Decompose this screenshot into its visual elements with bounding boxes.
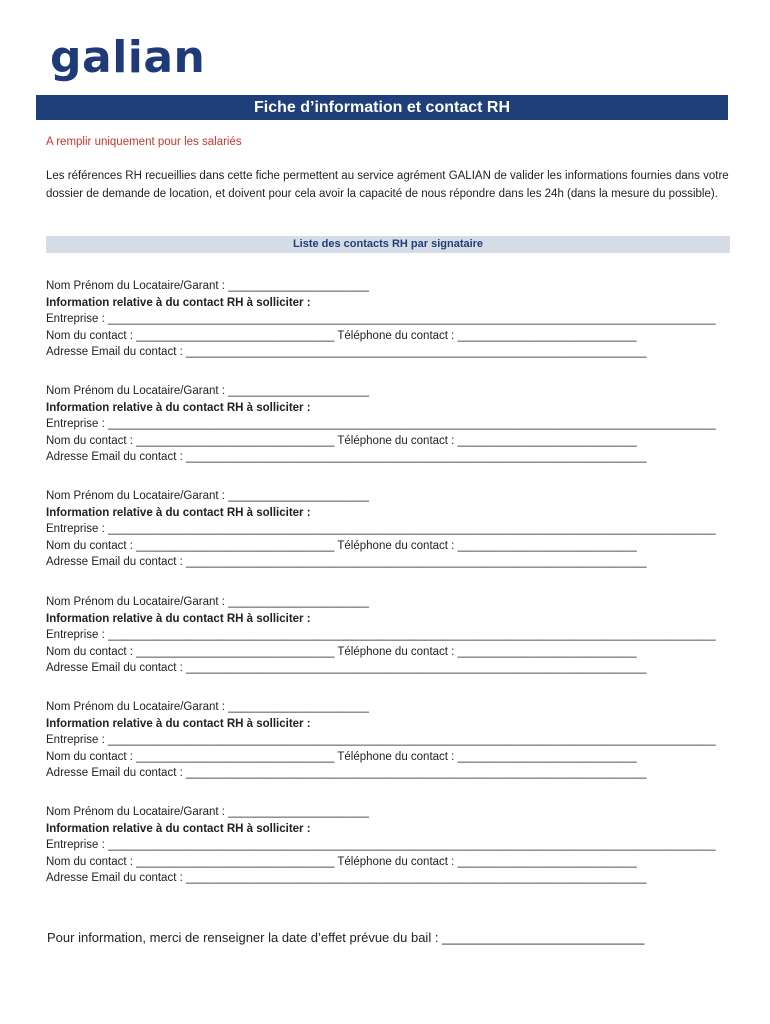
hr-contact-heading: Information relative à du contact RH à solliciter :: [46, 506, 311, 519]
contact-block: [46, 383, 746, 466]
company-field[interactable]: Entreprise : _______________________________________________________________________________________________: [46, 313, 716, 325]
company-field[interactable]: Entreprise : _______________________________________________________________________________________________: [46, 523, 716, 535]
contact-email-field[interactable]: Adresse Email du contact : ________________________________________________________________________: [46, 451, 647, 463]
contact-name-phone-field[interactable]: Nom du contact : _______________________________ Téléphone du contact : ____________________________: [46, 329, 637, 342]
lease-start-date-field[interactable]: Pour information, merci de renseigner la date d’effet prévue du bail : ____________________________: [47, 930, 645, 945]
hr-contact-heading: Information relative à du contact RH à solliciter :: [46, 296, 311, 309]
page-title: Fiche d’information et contact RH: [36, 95, 728, 120]
contact-email-field[interactable]: Adresse Email du contact : ________________________________________________________________________: [46, 346, 647, 358]
hr-contact-heading: Information relative à du contact RH à solliciter :: [46, 717, 311, 730]
contact-email-field[interactable]: Adresse Email du contact : ________________________________________________________________________: [46, 556, 647, 568]
contact-email-field[interactable]: Adresse Email du contact : ________________________________________________________________________: [46, 662, 647, 674]
contact-block: [46, 278, 746, 361]
intro-paragraph: Les références RH recueillies dans cette fiche permettent au service agrément GALIAN de valider les informations fournies dans votre dossier de demande de location, et doivent pour cela avoir la capacité de nous répondre dans les 24h (dans la mesure du possible).: [46, 170, 729, 200]
contact-block: [46, 488, 746, 571]
contact-name-phone-field[interactable]: Nom du contact : _______________________________ Téléphone du contact : ____________________________: [46, 855, 637, 868]
hr-contact-heading: Information relative à du contact RH à solliciter :: [46, 612, 311, 625]
tenant-name-field[interactable]: Nom Prénom du Locataire/Garant : ______________________: [46, 280, 369, 292]
contact-name-phone-field[interactable]: Nom du contact : _______________________________ Téléphone du contact : ____________________________: [46, 539, 637, 552]
salaries-only-notice: A remplir uniquement pour les salariés: [46, 136, 242, 148]
contact-block: [46, 699, 746, 782]
contact-name-phone-field[interactable]: Nom du contact : _______________________________ Téléphone du contact : ____________________________: [46, 645, 637, 658]
company-field[interactable]: Entreprise : _______________________________________________________________________________________________: [46, 734, 716, 746]
tenant-name-field[interactable]: Nom Prénom du Locataire/Garant : ______________________: [46, 701, 369, 713]
contact-email-field[interactable]: Adresse Email du contact : ________________________________________________________________________: [46, 767, 647, 779]
tenant-name-field[interactable]: Nom Prénom du Locataire/Garant : ______________________: [46, 385, 369, 397]
company-field[interactable]: Entreprise : _______________________________________________________________________________________________: [46, 629, 716, 641]
contact-email-field[interactable]: Adresse Email du contact : ________________________________________________________________________: [46, 872, 647, 884]
company-field[interactable]: Entreprise : _______________________________________________________________________________________________: [46, 418, 716, 430]
tenant-name-field[interactable]: Nom Prénom du Locataire/Garant : ______________________: [46, 490, 369, 502]
contact-name-phone-field[interactable]: Nom du contact : _______________________________ Téléphone du contact : ____________________________: [46, 434, 637, 447]
tenant-name-field[interactable]: Nom Prénom du Locataire/Garant : ______________________: [46, 596, 369, 608]
galian-logo: galian: [50, 32, 206, 83]
hr-contact-heading: Information relative à du contact RH à solliciter :: [46, 401, 311, 414]
company-field[interactable]: Entreprise : _______________________________________________________________________________________________: [46, 839, 716, 851]
contact-name-phone-field[interactable]: Nom du contact : _______________________________ Téléphone du contact : ____________________________: [46, 750, 637, 763]
contact-block: [46, 594, 746, 677]
section-title: Liste des contacts RH par signataire: [46, 236, 730, 253]
tenant-name-field[interactable]: Nom Prénom du Locataire/Garant : ______________________: [46, 806, 369, 818]
hr-contact-heading: Information relative à du contact RH à solliciter :: [46, 822, 311, 835]
contact-block: [46, 804, 746, 887]
